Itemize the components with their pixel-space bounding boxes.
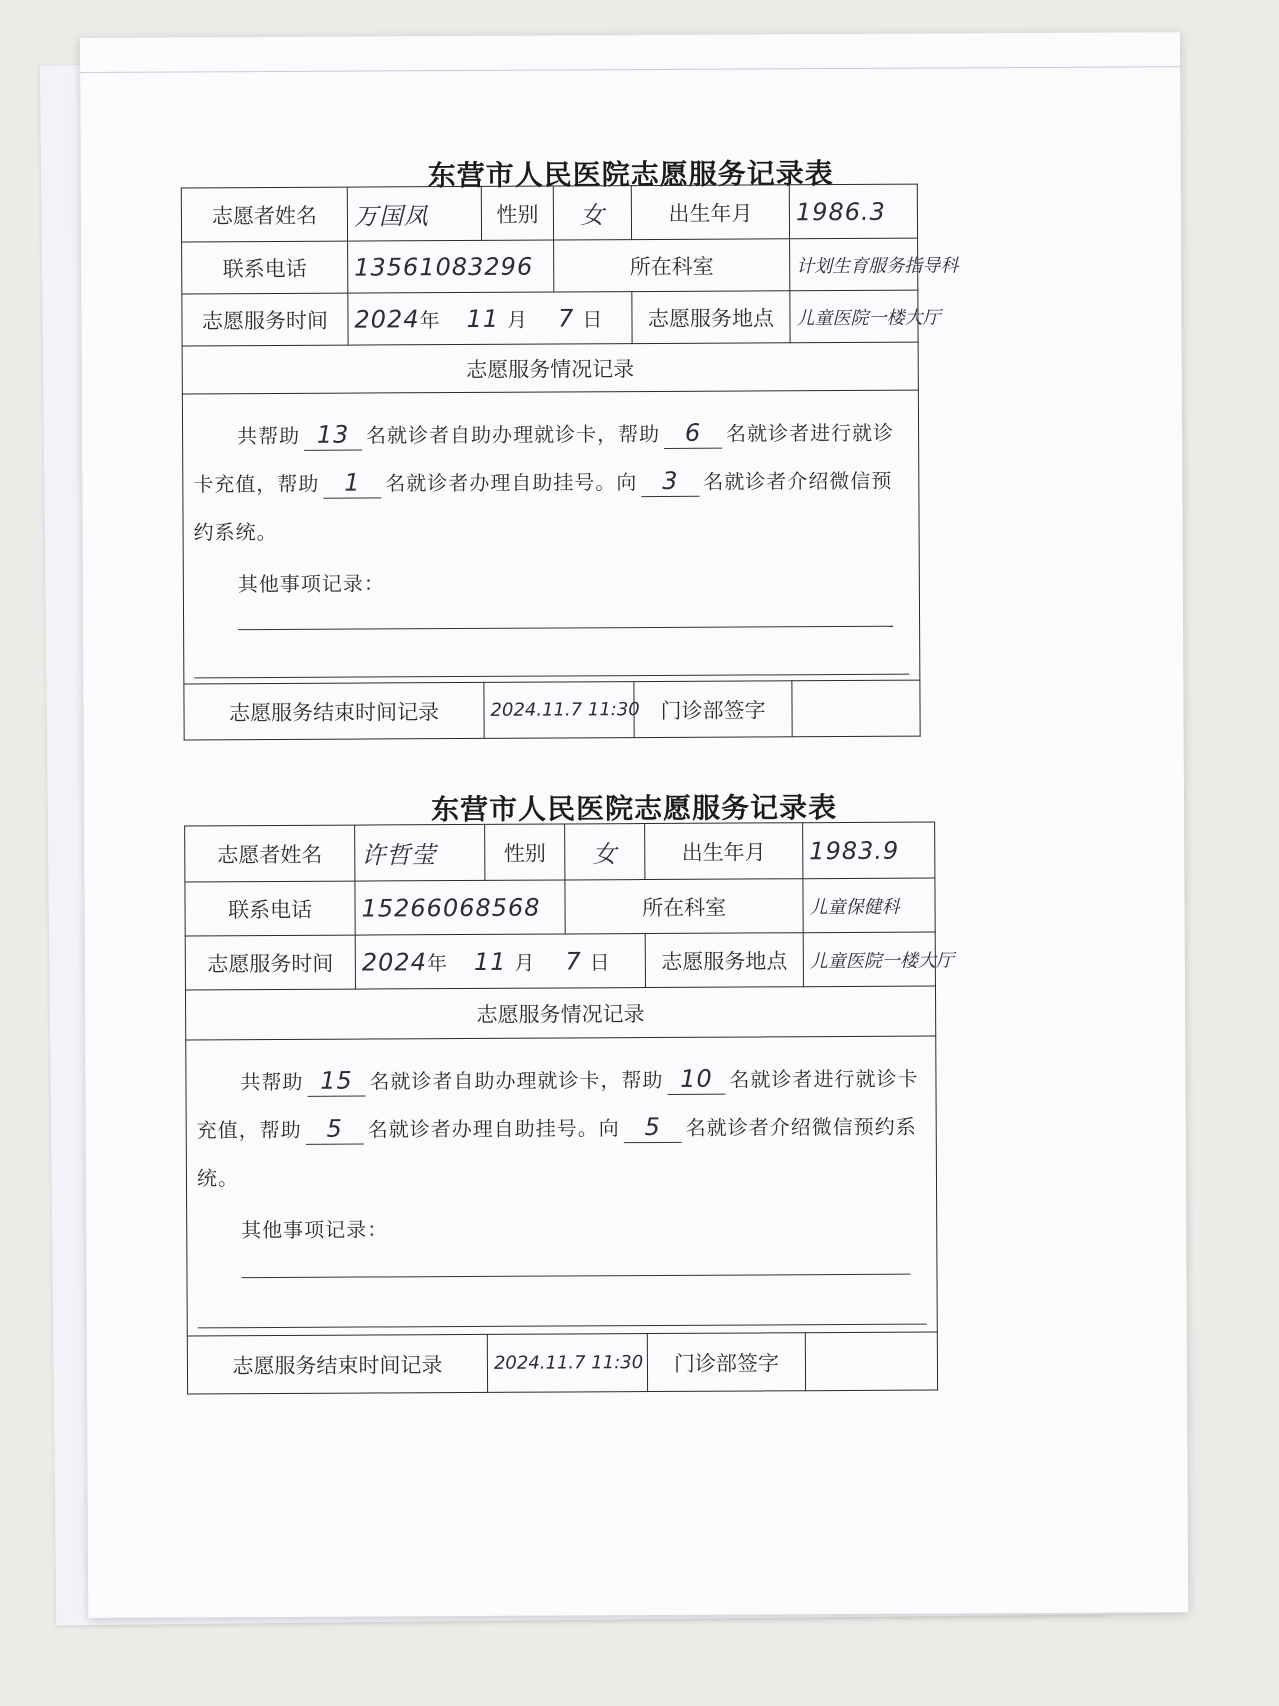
count-wechat: 3 (641, 466, 699, 497)
row-body (186, 1036, 938, 1336)
sign-label: 门诊部签字 (647, 1333, 805, 1392)
month-value: 11 (473, 947, 507, 976)
count-recharge: 10 (667, 1064, 725, 1095)
other-items-row (197, 1203, 926, 1255)
service-paragraph: 共帮助 13 名就诊者自助办理就诊卡，帮助 6 名就诊者进行就诊卡充值，帮助 1 名就诊者办理自助挂号。向 3 名就诊者介绍微信预约系统。 (193, 418, 895, 545)
section-label: 志愿服务情况记录 (185, 986, 935, 1040)
count-card: 15 (307, 1066, 365, 1097)
row-name (185, 822, 935, 882)
birth-value: 1983.9 (803, 822, 935, 879)
end-time-label: 志愿服务结束时间记录 (184, 682, 484, 740)
phone-value: 15266068568 (355, 880, 565, 935)
name-value: 万国凤 (347, 186, 481, 241)
phone-label: 联系电话 (185, 881, 355, 936)
year-value: 2024 (361, 948, 427, 977)
count-recharge: 6 (664, 418, 722, 449)
sign-value (805, 1332, 937, 1391)
other-label: 其他事项记录： (241, 1217, 389, 1243)
place-value: 儿童医院一楼大厅 (803, 932, 935, 987)
sign-label: 门诊部签字 (634, 681, 792, 738)
birth-label: 出生年月 (645, 823, 803, 880)
end-time-value: 2024.11.7 11:30 (487, 1334, 647, 1393)
blank-line (241, 1273, 910, 1279)
dept-label: 所在科室 (554, 239, 790, 292)
count-card: 13 (304, 420, 362, 451)
place-label: 志愿服务地点 (632, 291, 790, 344)
gender-label: 性别 (481, 186, 553, 240)
place-value: 儿童医院一楼大厅 (790, 290, 918, 343)
dept-label: 所在科室 (565, 879, 803, 934)
count-register: 1 (323, 467, 381, 498)
section-label: 志愿服务情况记录 (182, 342, 918, 394)
row-phone (182, 238, 918, 294)
day-unit: 日 (582, 307, 603, 332)
name-label: 志愿者姓名 (185, 825, 355, 882)
row-body (182, 390, 920, 684)
year-value: 2024 (354, 305, 420, 334)
day-value: 7 (565, 947, 582, 976)
place-label: 志愿服务地点 (645, 933, 803, 988)
record-table (181, 184, 959, 741)
row-name (181, 184, 917, 242)
service-paragraph: 共帮助 15 名就诊者自助办理就诊卡，帮助 10 名就诊者进行就诊卡充值，帮助 5 名就诊者办理自助挂号。向 5 名就诊者介绍微信预约系统。 (196, 1064, 919, 1191)
row-phone (185, 878, 935, 936)
other-items-row (194, 557, 909, 609)
row-end (184, 680, 920, 740)
record-table (184, 822, 954, 1395)
end-time-value: 2024.11.7 11:30 (484, 682, 634, 739)
name-value: 许哲莹 (355, 824, 485, 881)
dept-value: 儿童保健科 (803, 878, 935, 933)
end-time-label: 志愿服务结束时间记录 (187, 1334, 487, 1394)
gender-value: 女 (553, 186, 631, 240)
month-unit: 月 (507, 307, 528, 332)
page-fold-line (80, 66, 1180, 73)
service-record-body (186, 1036, 938, 1336)
phone-value: 13561083296 (348, 240, 554, 293)
month-value: 11 (466, 304, 500, 333)
row-time (185, 932, 935, 990)
gender-value: 女 (565, 824, 645, 880)
sign-value (792, 680, 920, 737)
gender-label: 性别 (485, 824, 565, 880)
blank-line (198, 1323, 927, 1329)
service-record-body (182, 390, 920, 684)
phone-label: 联系电话 (182, 241, 348, 294)
birth-label: 出生年月 (631, 185, 789, 240)
day-unit: 日 (589, 950, 610, 975)
row-end (187, 1332, 937, 1394)
count-register: 5 (306, 1114, 364, 1145)
time-label: 志愿服务时间 (182, 293, 348, 346)
form-title: 东营市人民医院志愿服务记录表 (427, 157, 834, 193)
name-label: 志愿者姓名 (181, 187, 347, 242)
record-form-1 (80, 32, 1180, 725)
count-wechat: 5 (624, 1112, 682, 1143)
blank-line (238, 625, 893, 630)
year-unit: 年 (419, 308, 440, 333)
other-label: 其他事项记录： (237, 571, 385, 597)
dept-value: 计划生育服务指导科 (790, 238, 918, 291)
row-section (185, 986, 935, 1040)
row-time (182, 290, 918, 346)
row-section (182, 342, 918, 394)
month-unit: 月 (514, 950, 535, 975)
paper-page (80, 32, 1188, 1618)
form-title: 东营市人民医院志愿服务记录表 (430, 791, 838, 827)
blank-line (194, 673, 909, 679)
year-unit: 年 (426, 951, 447, 976)
time-value (355, 934, 645, 990)
birth-value: 1986.3 (789, 184, 917, 239)
time-value (348, 292, 632, 345)
day-value: 7 (558, 304, 575, 333)
time-label: 志愿服务时间 (185, 935, 355, 990)
